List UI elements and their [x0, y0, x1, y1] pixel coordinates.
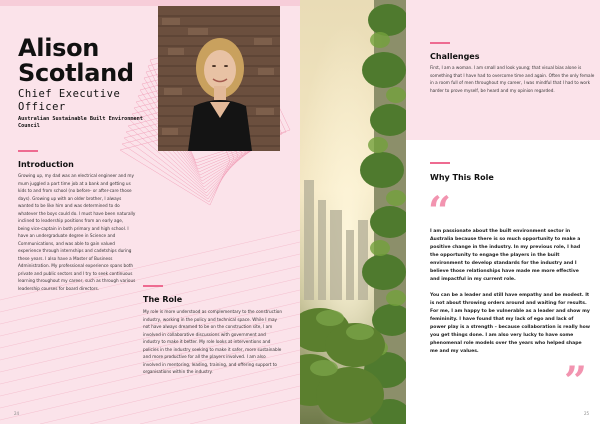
- portrait-image: [158, 6, 280, 151]
- challenges-heading: Challenges: [430, 52, 480, 61]
- first-name: Alison: [18, 34, 100, 62]
- portrait-photo: [158, 6, 280, 151]
- last-name: Scotland: [18, 59, 134, 87]
- why-this-role-heading: Why This Role: [430, 173, 494, 182]
- introduction-text: Growing up, my dad was an electrical engineer and my mum juggled a part time job at a bank and getting us kids to and from school (no before- or after-care those days). Growing up with an older brother, I always wanted to be like him and was determined to do whatever the boys could do. I must have been naturally inclined to leadership positions from an early age, being vice-captain in both primary and high school. I have an undergraduate degree in Science and Communications, and was able to gain valued experience through internships and cadetships during these years. I also have a Master of Business Administration. My professional experience spans both private and public sectors and I try to seek continuous learning throughout my career, such as through various leadership courses for board directors.: [18, 173, 136, 291]
- challenges-panel: [406, 0, 600, 140]
- open-quote-mark: “: [428, 188, 452, 235]
- right-page: [300, 0, 600, 424]
- organisation: Australian Sustainable Built Environment Council: [18, 116, 143, 129]
- close-quote-mark: ”: [564, 358, 588, 405]
- job-title: Chief Executive Officer: [18, 88, 121, 113]
- person-name: [18, 36, 134, 86]
- why-this-role-paragraph-1: I am passionate about the built environment sector in Australia because there is so much opportunity to make a positive change in the industry. In my previous role, I had the opportunity to engage the players in the built environment to develop standards for the industry and I believe those relationships have made me more effective and impactful in my current role.: [430, 229, 581, 282]
- why-this-role-text: [430, 228, 590, 364]
- city-greenery-image: [300, 0, 406, 424]
- page-number-left: 24: [14, 411, 20, 416]
- the-role-text: My role is more understood as complementary to the construction industry, working in the policy and technical space. While I may not have always dreamed to be on the construction site, I am involved in collaborative discussions with government and industry to make it better. My role looks at interventions and policies in the industry seeking to make it safer, more sustainable and more productive for all the players involved. I am also involved in mentoring, leading, training, and offering support to organisations within the industry.: [143, 309, 282, 374]
- why-this-role-panel: [406, 140, 600, 424]
- challenges-text: First, I am a woman. I am small and look young; that visual bias alone is something that I have had to overcome time and again. Often the only female in a room full of men throughout my career, I was mindful that I had to work harder to prove myself, be heard and my opinion regarded.: [430, 65, 595, 93]
- why-this-role-rule: [430, 162, 450, 164]
- why-this-role-paragraph-2: You can be a leader and still have empathy and be modest. It is not about throwing orders around and waiting for results. For me, I am happy to be vulnerable as a leader and show my femininity. I have found that my lack of ego and lack of power play is a strength – because collaboration is really how you get things done. I am also very lucky to have some phenomenal role models over the years who helped shape me and my values.: [430, 293, 591, 354]
- introduction-rule: [18, 150, 38, 152]
- the-role-heading: The Role: [143, 295, 183, 304]
- challenges-rule: [430, 42, 450, 44]
- page-number-right: 25: [584, 411, 590, 416]
- the-role-rule: [143, 285, 163, 287]
- introduction-heading: Introduction: [18, 160, 74, 169]
